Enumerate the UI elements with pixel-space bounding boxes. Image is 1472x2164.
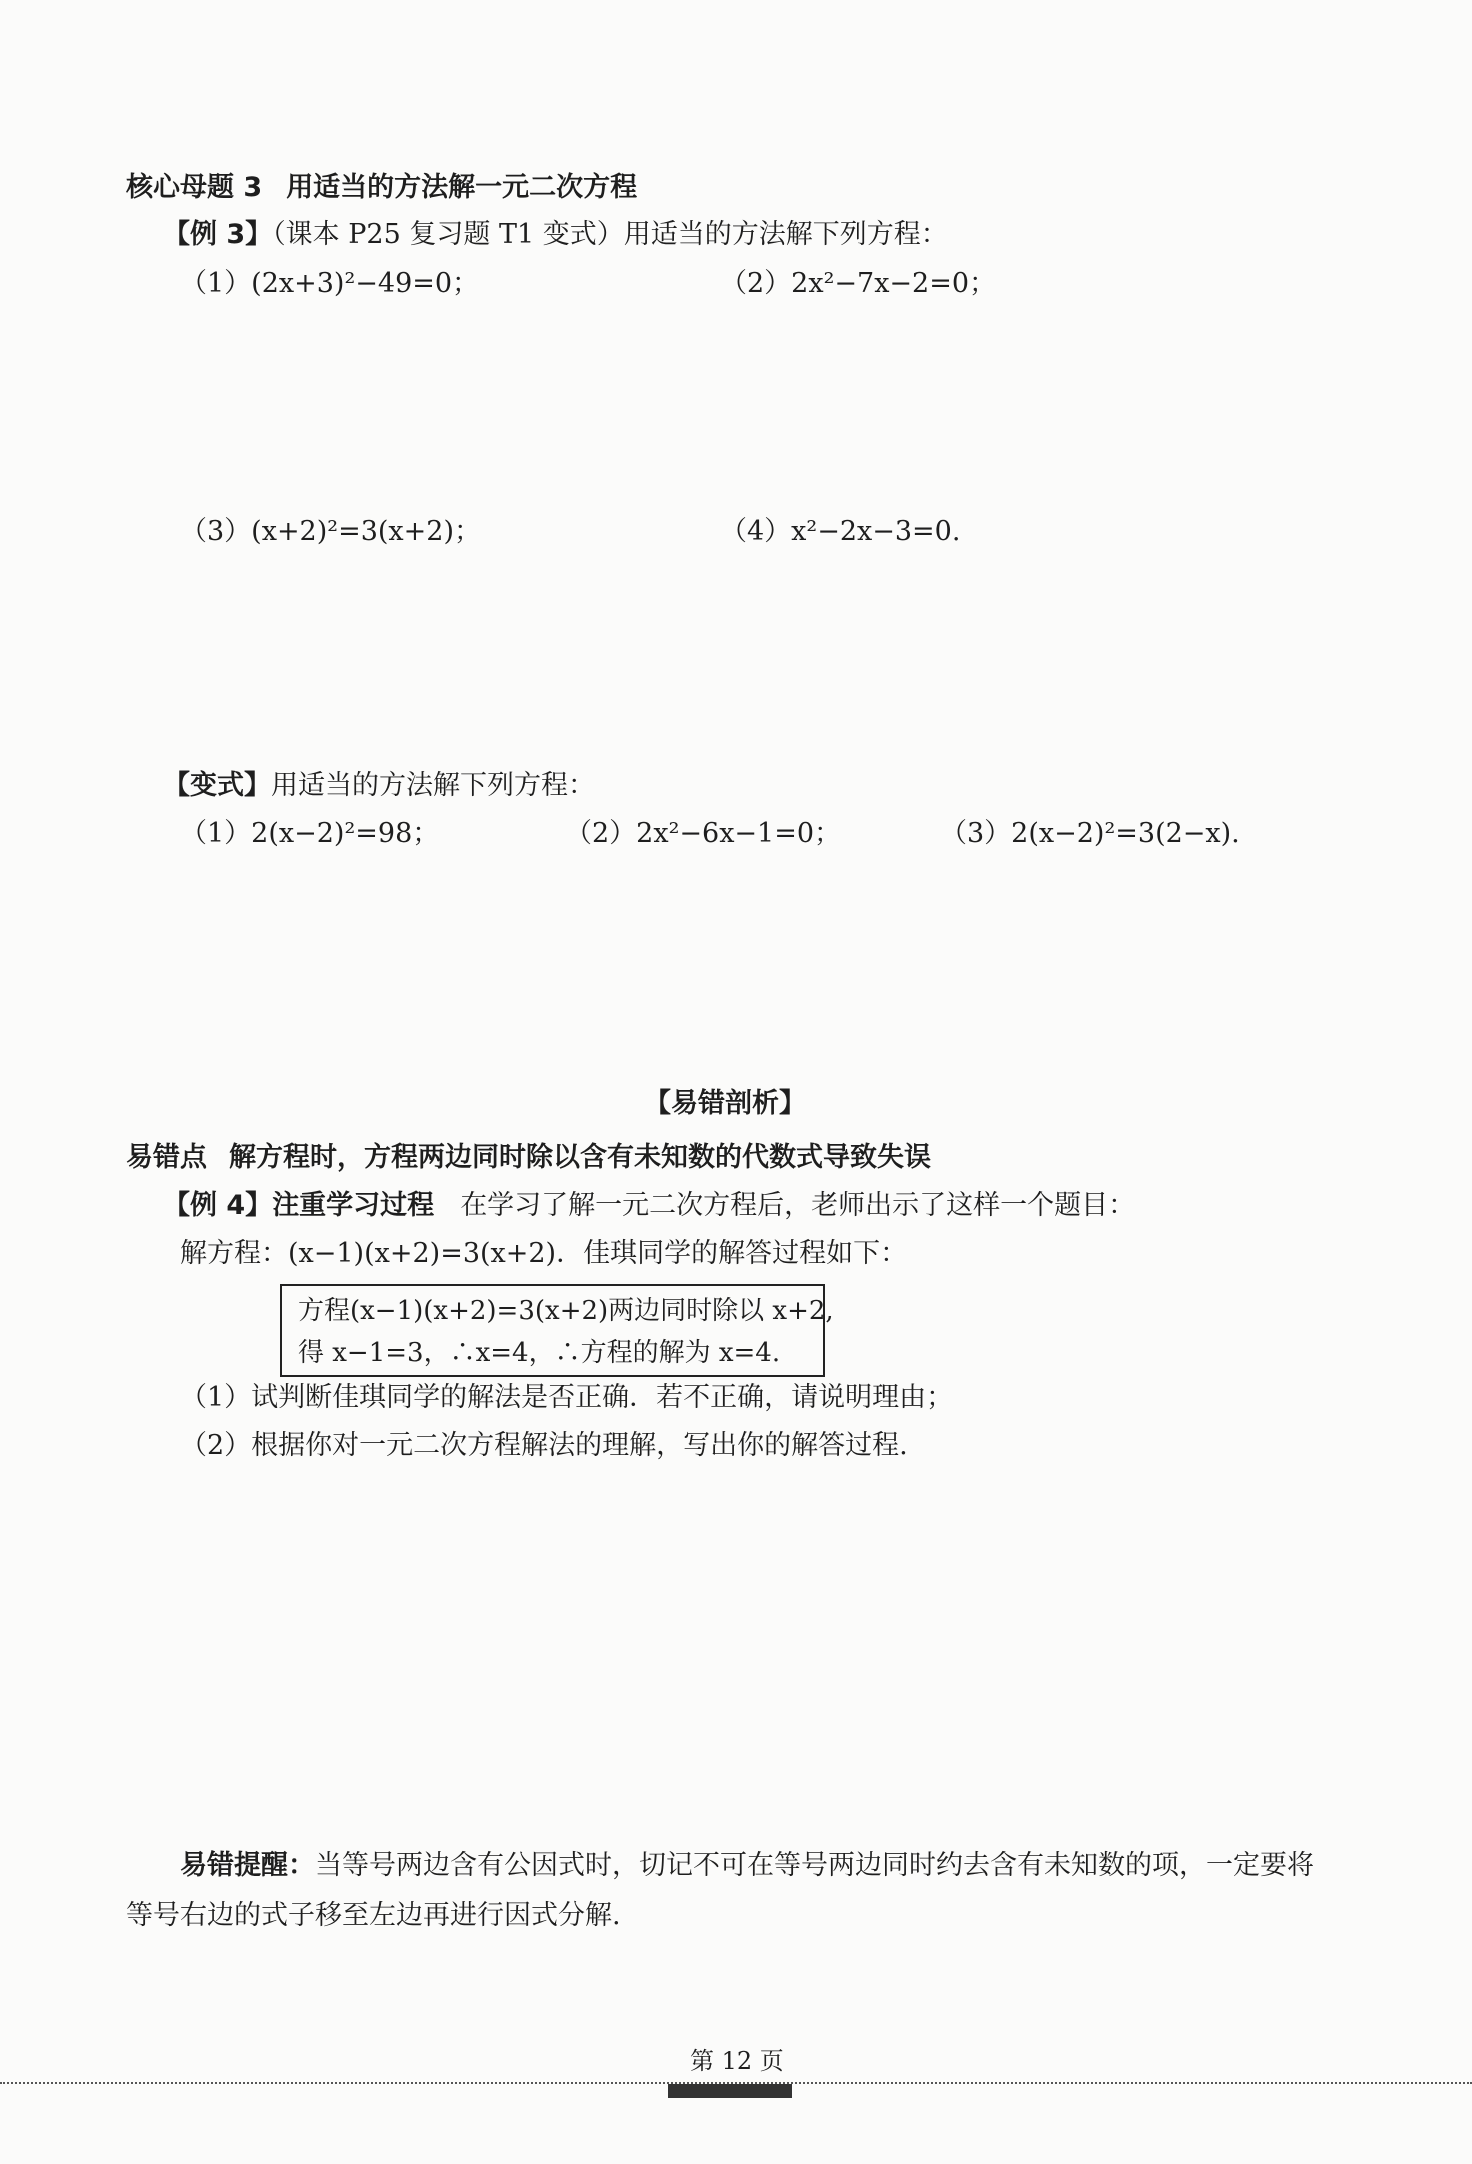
example-4-problem: 解方程：(x−1)(x+2)=3(x+2)．佳琪同学的解答过程如下：	[180, 1238, 908, 1269]
problem-item: （3）(x+2)²=3(x+2)；	[180, 516, 481, 547]
problem-item: （1）(2x+3)²−49=0；	[180, 268, 480, 299]
student-solution-box	[280, 1284, 834, 1377]
variant-problem: （3）2(x−2)²=3(2−x).	[940, 818, 1240, 849]
example-4	[163, 1188, 1135, 1224]
example-4-tag: 【例 4】	[163, 1190, 273, 1221]
variant-tag: 【变式】	[163, 770, 271, 801]
example-4-label: 注重学习过程	[272, 1190, 435, 1221]
section-heading-label: 核心母题 3	[126, 172, 263, 203]
question-1: （1）试判断佳琪同学的解法是否正确．若不正确，请说明理由；	[180, 1382, 954, 1413]
problem-item: （4）x²−2x−3=0.	[720, 516, 961, 547]
example-3-tag: 【例 3】	[163, 219, 273, 250]
footer-bar	[668, 2084, 792, 2098]
section-heading-title: 用适当的方法解一元二次方程	[286, 172, 638, 203]
error-section-title: 【易错剖析】	[644, 1088, 806, 1119]
error-point-label: 易错点	[126, 1142, 207, 1173]
example-4-text: 在学习了解一元二次方程后，老师出示了这样一个题目：	[460, 1190, 1136, 1221]
error-point	[126, 1140, 931, 1176]
variant-problem: （1）2(x−2)²=98；	[180, 818, 440, 849]
error-reminder	[180, 1848, 1314, 1884]
reminder-text-2: 等号右边的式子移至左边再进行因式分解.	[126, 1900, 621, 1931]
example-3-text: （课本 P25 复习题 T1 变式）用适当的方法解下列方程：	[272, 219, 948, 250]
box-line-2: 得 x−1=3，∴x=4，∴方程的解为 x=4.	[298, 1338, 781, 1368]
question-2: （2）根据你对一元二次方程解法的理解，写出你的解答过程.	[180, 1430, 908, 1461]
box-line-1: 方程(x−1)(x+2)=3(x+2)两边同时除以 x+2,	[298, 1296, 834, 1326]
error-point-text: 解方程时，方程两边同时除以含有未知数的代数式导致失误	[229, 1142, 931, 1173]
page-number: 第 12 页	[690, 2047, 784, 2075]
reminder-label: 易错提醒：	[180, 1850, 315, 1881]
reminder-text-1: 当等号两边含有公因式时，切记不可在等号两边同时约去含有未知数的项，一定要将	[315, 1850, 1314, 1881]
section-heading	[126, 170, 637, 206]
variant	[163, 768, 595, 804]
example-3	[163, 217, 948, 253]
variant-text: 用适当的方法解下列方程：	[271, 770, 595, 801]
variant-problem: （2）2x²−6x−1=0；	[565, 818, 842, 849]
problem-item: （2）2x²−7x−2=0；	[720, 268, 997, 299]
